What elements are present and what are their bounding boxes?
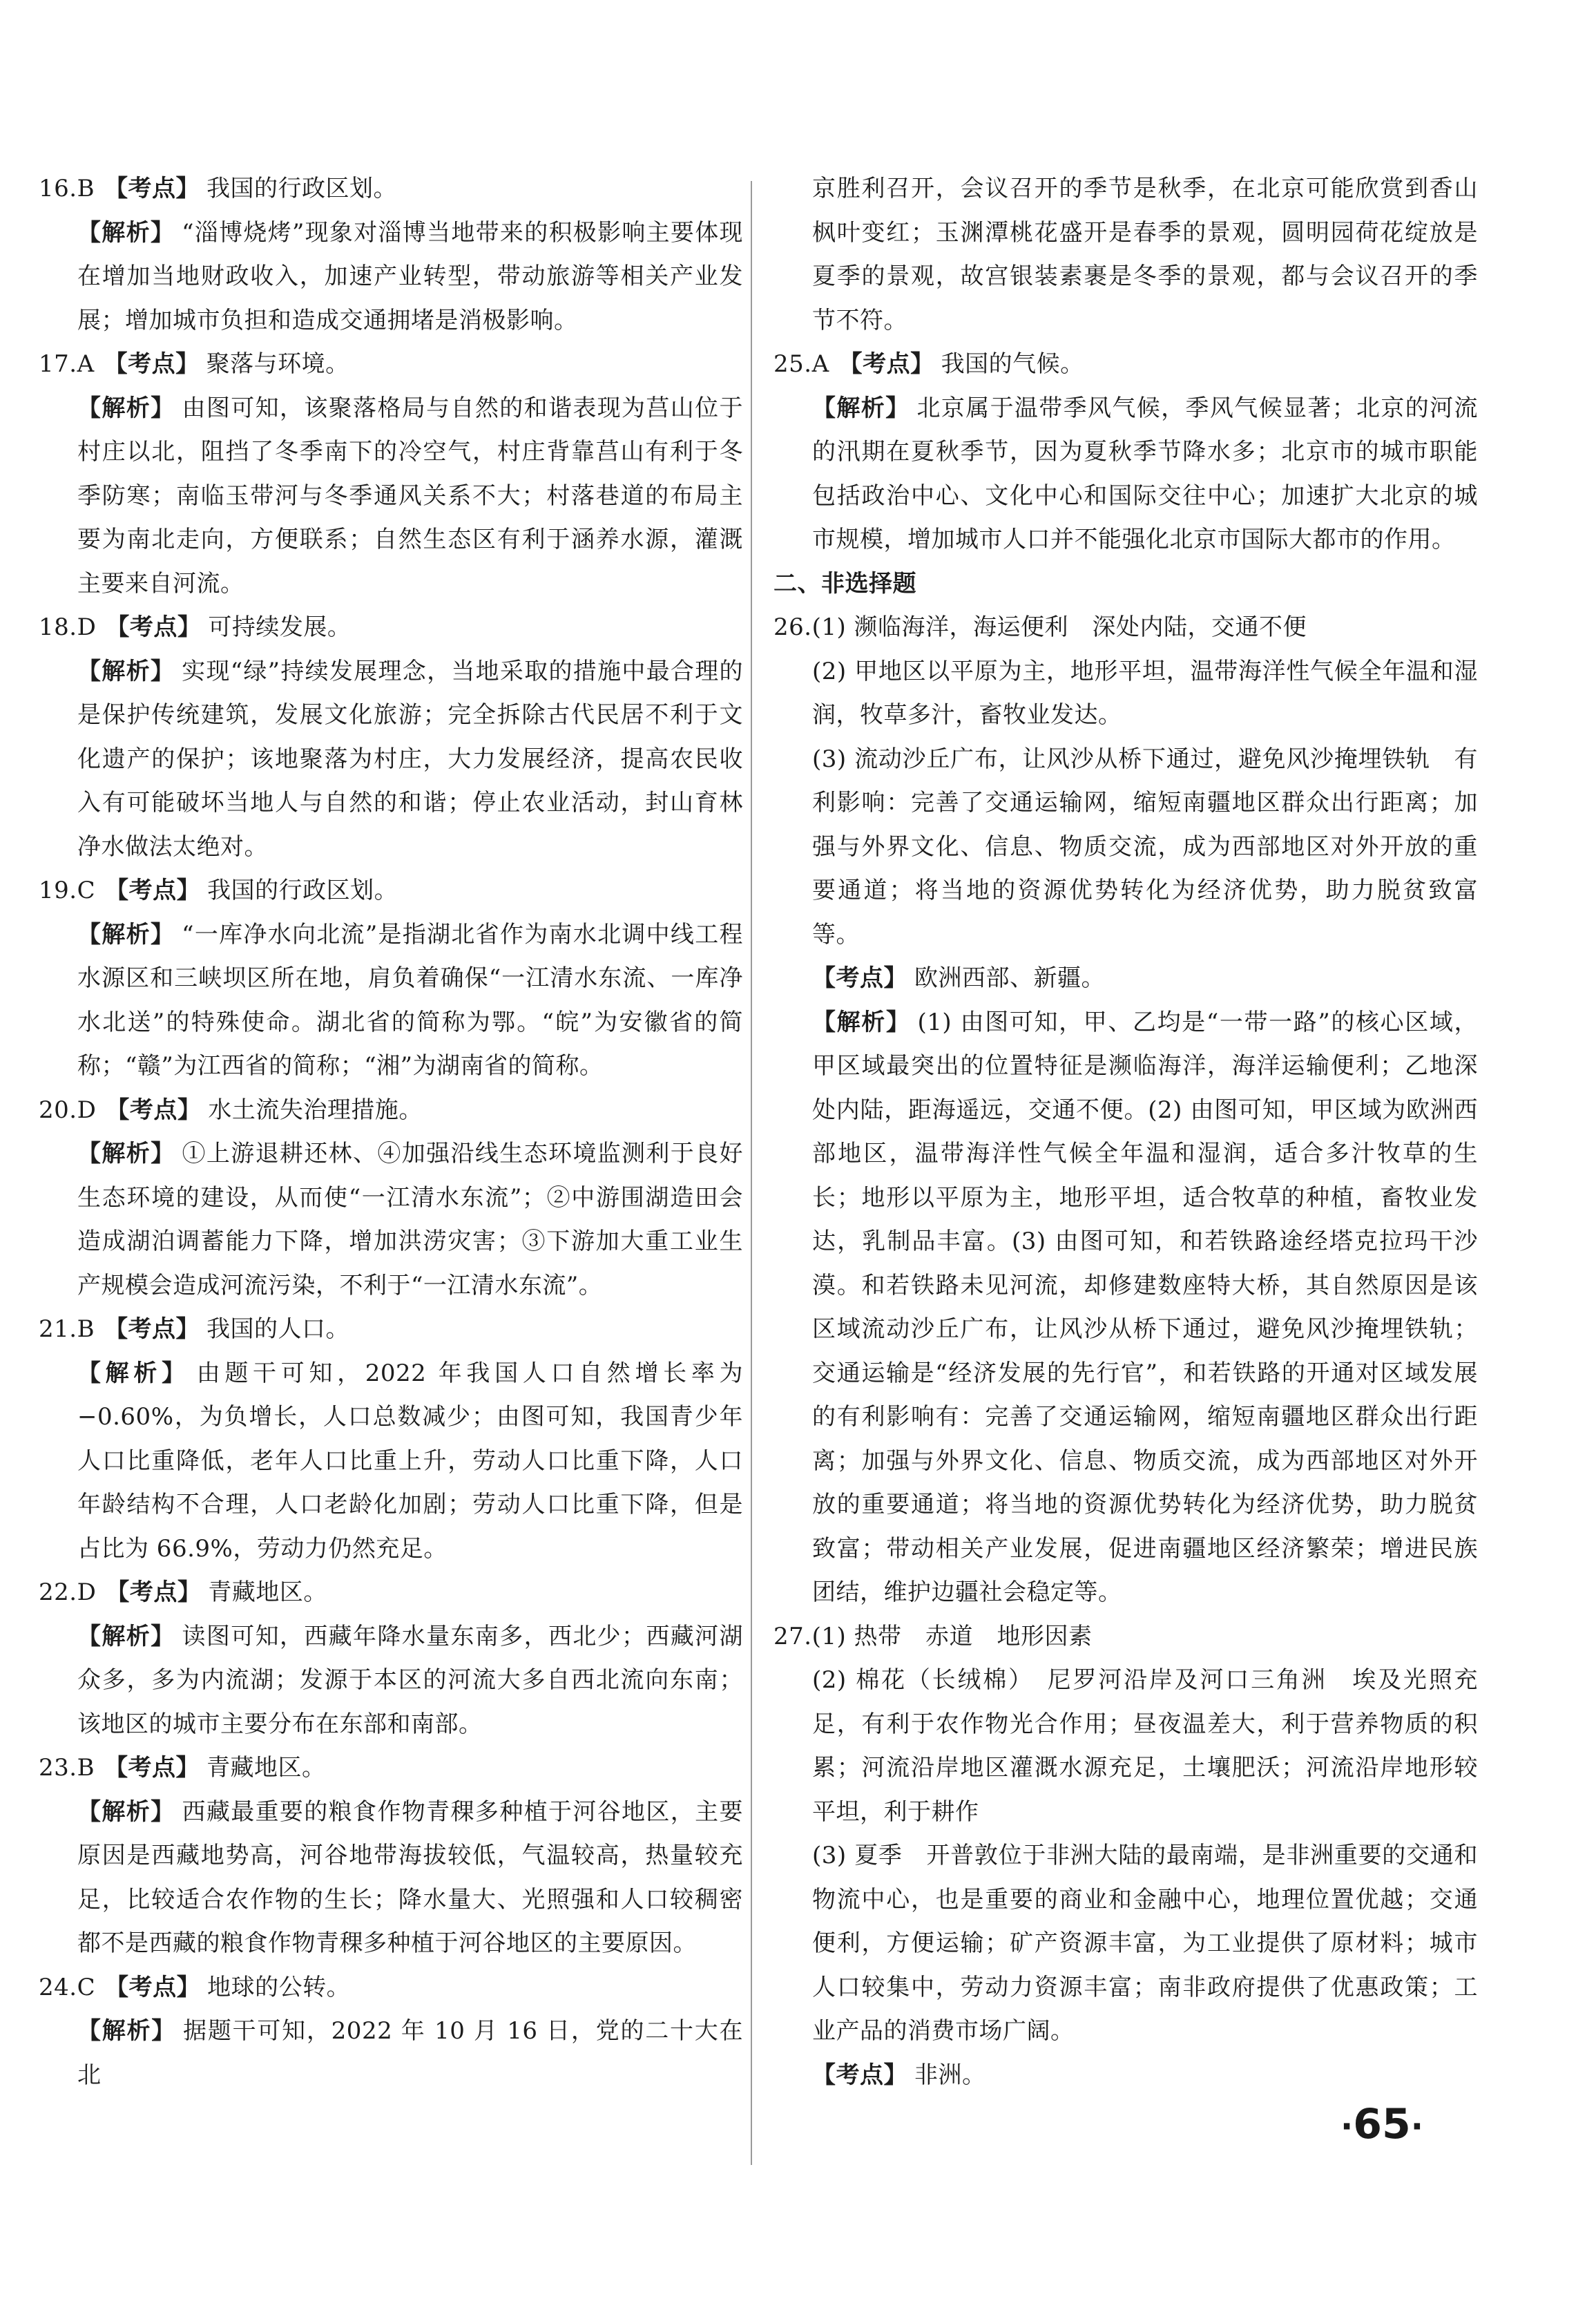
q19-answer: 19.C 【考点】 我国的行政区划。	[39, 877, 398, 904]
q16-answer: 16.B 【考点】 我国的行政区划。	[39, 175, 398, 202]
q24-answer: 24.C 【考点】 地球的公转。	[39, 1973, 351, 2001]
q27-kaodian: 【考点】 非洲。	[812, 2061, 986, 2089]
page-number: ·65·	[1340, 2100, 1423, 2148]
q20-answer: 20.D 【考点】 水土流失治理措施。	[39, 1096, 423, 1124]
q25-analysis: 【解析】 北京属于温带季风气候，季风气候显著；北京的河流的汛期在夏秋季节，因为夏秋季节降水多；北京市的城市职能包括政治中心、文化中心和国际交往中心；加速扩大北京的城市规模，增加城市人口并不能强化北京市国际大都市的作用。	[812, 394, 1479, 553]
q16-analysis: 【解析】 “淄博烧烤”现象对淄博当地带来的积极影响主要体现在增加当地财政收入，加速产业转型，带动旅游等相关产业发展；增加城市负担和造成交通拥堵是消极影响。	[77, 218, 744, 334]
q20-analysis: 【解析】 ①上游退耕还林、④加强沿线生态环境监测利于良好生态环境的建设，从而使“一江清水东流”；②中游围湖造田会造成湖泊调蓄能力下降，增加洪涝灾害；③下游加大重工业生产规模会造成河流污染，不利于“一江清水东流”。	[77, 1140, 744, 1299]
q22-analysis: 【解析】 读图可知，西藏年降水量东南多，西北少；西藏河湖众多，多为内流湖；发源于本区的河流大多自西北流向东南；该地区的城市主要分布在东部和南部。	[77, 1622, 744, 1738]
q23-answer: 23.B 【考点】 青藏地区。	[39, 1754, 326, 1782]
q17-analysis: 【解析】 由图可知，该聚落格局与自然的和谐表现为莒山位于村庄以北，阻挡了冬季南下的冷空气，村庄背靠莒山有利于冬季防寒；南临玉带河与冬季通风关系不大；村落巷道的布局主要为南北走向，方便联系；自然生态区有利于涵养水源，灌溉主要来自河流。	[77, 394, 744, 598]
q22-answer: 22.D 【考点】 青藏地区。	[39, 1578, 327, 1606]
section-heading: 二、非选择题	[773, 569, 916, 598]
q26-answer-1: 26.(1) 濒临海洋，海运便利 深处内陆，交通不便	[773, 613, 1307, 641]
q27-answer-3: (3) 夏季 开普敦位于非洲大陆的最南端，是非洲重要的交通和物流中心，也是重要的商业和金融中心，地理位置优越；交通便利，方便运输；矿产资源丰富，为工业提供了原材料；城市人口较集中，劳动力资源丰富；南非政府提供了优惠政策；工业产品的消费市场广阔。	[812, 1842, 1478, 2045]
q21-analysis: 【解析】 由题干可知，2022 年我国人口自然增长率为−0.60%，为负增长，人口总数减少；由图可知，我国青少年人口比重降低，老年人口比重上升，劳动人口比重下降，人口年龄结构不合理，人口老龄化加剧；劳动人口比重下降，但是占比为 66.9%，劳动力仍然充足。	[77, 1359, 743, 1563]
q24-analysis: 【解析】 据题干可知，2022 年 10 月 16 日，党的二十大在北	[77, 2017, 744, 2089]
q25-answer: 25.A 【考点】 我国的气候。	[773, 350, 1084, 378]
q26-answer-2: (2) 甲地区以平原为主，地形平坦，温带海洋性气候全年温和湿润，牧草多汁，畜牧业发达。	[812, 657, 1478, 729]
q26-analysis: 【解析】 (1) 由图可知，甲、乙均是“一带一路”的核心区域，甲区域最突出的位置特征是濒临海洋，海洋运输便利；乙地深处内陆，距海遥远，交通不便。(2) 由图可知，甲区域为欧洲西部地区，温带海洋性气候全年温和湿润，适合多汁牧草的生长；地形以平原为主，地形平坦，适合牧草的种植，畜牧业发达，乳制品丰富。(3) 由图可知，和若铁路途经塔克拉玛干沙漠。和若铁路未见河流，却修建数座特大桥，其自然原因是该区域流动沙丘广布，让风沙从桥下通过，避免风沙掩埋铁轨；交通运输是“经济发展的先行官”，和若铁路的开通对区域发展的有利影响有：完善了交通运输网，缩短南疆地区群众出行距离；加强与外界文化、信息、物质交流，成为西部地区对外开放的重要通道；将当地的资源优势转化为经济优势，助力脱贫致富；带动相关产业发展，促进南疆地区经济繁荣；增进民族团结，维护边疆社会稳定等。	[812, 1008, 1479, 1606]
q26-answer-3: (3) 流动沙丘广布，让风沙从桥下通过，避免风沙掩埋铁轨 有利影响：完善了交通运输网，缩短南疆地区群众出行距离；加强与外界文化、信息、物质交流，成为西部地区对外开放的重要通道；将当地的资源优势转化为经济优势，助力脱贫致富等。	[812, 745, 1478, 948]
q27-answer-2: (2) 棉花（长绒棉） 尼罗河沿岸及河口三角洲 埃及光照充足，有利于农作物光合作用；昼夜温差大，利于营养物质的积累；河流沿岸地区灌溉水源充足，土壤肥沃；河流沿岸地形较平坦，利于耕作	[812, 1666, 1478, 1826]
column-divider	[751, 181, 752, 2165]
q24-analysis-continued: 京胜利召开，会议召开的季节是秋季，在北京可能欣赏到香山枫叶变红；玉渊潭桃花盛开是春季的景观，圆明园荷花绽放是夏季的景观，故宫银装素裹是冬季的景观，都与会议召开的季节不符。	[812, 175, 1478, 334]
left-column	[39, 167, 743, 2097]
q18-analysis: 【解析】 实现“绿”持续发展理念，当地采取的措施中最合理的是保护传统建筑，发展文化旅游；完全拆除古代民居不利于文化遗产的保护；该地聚落为村庄，大力发展经济，提高农民收入有可能破坏当地人与自然的和谐；停止农业活动，封山育林净水做法太绝对。	[77, 657, 744, 861]
q26-kaodian: 【考点】 欧洲西部、新疆。	[812, 964, 1105, 992]
q18-answer: 18.D 【考点】 可持续发展。	[39, 613, 352, 641]
q27-answer-1: 27.(1) 热带 赤道 地形因素	[773, 1622, 1093, 1650]
q19-analysis: 【解析】 “一库净水向北流”是指湖北省作为南水北调中线工程水源区和三峡坝区所在地，肩负着确保“一江清水东流、一库净水北送”的特殊使命。湖北省的简称为鄂。“皖”为安徽省的简称；“赣”为江西省的简称；“湘”为湖南省的简称。	[77, 920, 744, 1080]
q21-answer: 21.B 【考点】 我国的人口。	[39, 1315, 350, 1343]
q23-analysis: 【解析】 西藏最重要的粮食作物青稞多种植于河谷地区，主要原因是西藏地势高，河谷地带海拔较低，气温较高，热量较充足，比较适合农作物的生长；降水量大、光照强和人口较稠密都不是西藏的粮食作物青稞多种植于河谷地区的主要原因。	[77, 1797, 744, 1957]
q17-answer: 17.A 【考点】 聚落与环境。	[39, 350, 349, 378]
right-column	[773, 167, 1478, 2097]
